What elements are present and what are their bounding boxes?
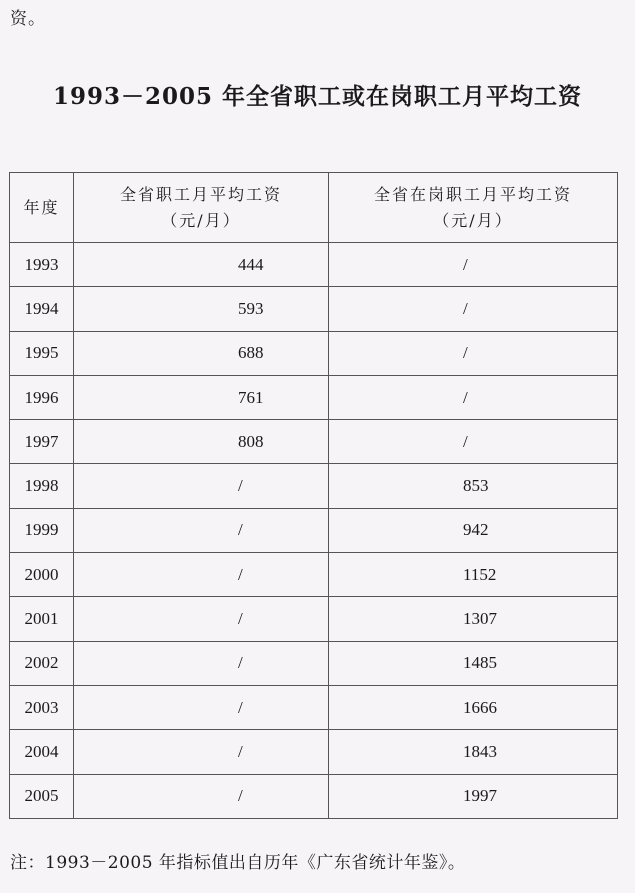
cell-all-staff-wage: 761 [74, 375, 329, 419]
cell-all-staff-wage: / [74, 553, 329, 597]
cell-on-duty-wage: / [329, 287, 618, 331]
table-row [10, 553, 618, 597]
cell-on-duty-wage: 1666 [329, 685, 618, 729]
cell-all-staff-wage: 808 [74, 420, 329, 464]
cell-all-staff-wage: / [74, 641, 329, 685]
cell-year: 2002 [10, 641, 74, 685]
cell-year: 1993 [10, 243, 74, 287]
table-row [10, 243, 618, 287]
cell-all-staff-wage: / [74, 597, 329, 641]
header-all-staff-title: 全省职工月平均工资 [119, 184, 282, 204]
cell-year: 1996 [10, 375, 74, 419]
header-on-duty-wage [329, 173, 618, 243]
table-row [10, 641, 618, 685]
table-row [10, 420, 618, 464]
cell-on-duty-wage: 1997 [329, 774, 618, 818]
source-note: 注：1993－2005 年指标值出自历年《广东省统计年鉴》。 [10, 853, 466, 873]
cell-all-staff-wage: / [74, 464, 329, 508]
cell-year: 2003 [10, 685, 74, 729]
cell-on-duty-wage: 1307 [329, 597, 618, 641]
table-row [10, 730, 618, 774]
cell-on-duty-wage: 942 [329, 508, 618, 552]
cell-year: 1998 [10, 464, 74, 508]
table-row [10, 375, 618, 419]
cell-all-staff-wage: / [74, 774, 329, 818]
cell-year: 1997 [10, 420, 74, 464]
table-row [10, 508, 618, 552]
table-row [10, 685, 618, 729]
header-year-label: 年度 [23, 197, 60, 217]
cell-year: 2004 [10, 730, 74, 774]
cell-year: 2000 [10, 553, 74, 597]
cell-all-staff-wage: / [74, 730, 329, 774]
table-title: 1993－2005 年全省职工或在岗职工月平均工资 [52, 83, 583, 110]
header-all-staff-wage [74, 173, 329, 243]
table-row [10, 287, 618, 331]
wage-table-container [9, 172, 617, 819]
cell-year: 2001 [10, 597, 74, 641]
table-body [10, 243, 618, 819]
cell-on-duty-wage: 1485 [329, 641, 618, 685]
cell-on-duty-wage: 1843 [329, 730, 618, 774]
cell-year: 1995 [10, 331, 74, 375]
cell-on-duty-wage: 853 [329, 464, 618, 508]
cell-on-duty-wage: / [329, 375, 618, 419]
cell-all-staff-wage: 688 [74, 331, 329, 375]
wage-table [9, 172, 618, 819]
table-row [10, 774, 618, 818]
cell-year: 2005 [10, 774, 74, 818]
cell-year: 1999 [10, 508, 74, 552]
header-on-duty-unit: （元/月） [433, 210, 513, 230]
cell-all-staff-wage: 444 [74, 243, 329, 287]
cell-all-staff-wage: 593 [74, 287, 329, 331]
header-on-duty-title: 全省在岗职工月平均工资 [373, 184, 572, 204]
cell-on-duty-wage: / [329, 420, 618, 464]
table-row [10, 464, 618, 508]
cell-all-staff-wage: / [74, 508, 329, 552]
table-row [10, 331, 618, 375]
cell-on-duty-wage: / [329, 331, 618, 375]
cell-all-staff-wage: / [74, 685, 329, 729]
preceding-text-fragment: 资。 [10, 9, 46, 29]
cell-on-duty-wage: 1152 [329, 553, 618, 597]
table-row [10, 597, 618, 641]
table-header-row [10, 173, 618, 243]
header-year [10, 173, 74, 243]
header-all-staff-unit: （元/月） [161, 210, 241, 230]
cell-year: 1994 [10, 287, 74, 331]
cell-on-duty-wage: / [329, 243, 618, 287]
